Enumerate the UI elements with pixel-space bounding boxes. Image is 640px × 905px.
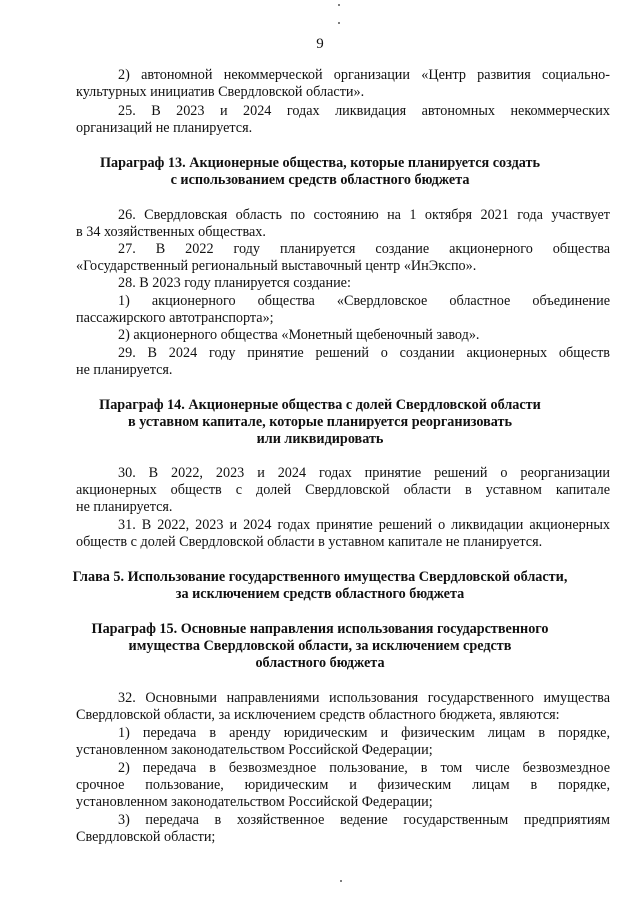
paragraph-line: акционерных обществ с долей Свердловской области в уставном капитале	[76, 482, 610, 498]
paragraph-line: 1) акционерного общества «Свердловское областное объединение	[118, 293, 610, 309]
paragraph-line: 32. Основными направлениями использования государственного имущества	[118, 690, 610, 706]
paragraph-line: 2) передача в безвозмездное пользование, в том числе безвозмездное	[118, 760, 610, 776]
section-heading: областного бюджета	[255, 655, 385, 671]
paragraph-line: организаций не планируется.	[76, 120, 253, 136]
section-heading: Параграф 15. Основные направления использования государственного	[91, 621, 549, 637]
paragraph-line: 30. В 2022, 2023 и 2024 годах принятие решений о реорганизации	[118, 465, 610, 481]
paragraph-line: Свердловской области, за исключением средств областного бюджета, являются:	[76, 707, 560, 723]
paragraph-line: обществ с долей Свердловской области в уставном капитале не планируется.	[76, 534, 543, 550]
paragraph-line: установленном законодательством Российской Федерации;	[76, 742, 433, 758]
scan-speck	[340, 880, 342, 882]
paragraph-line: в 34 хозяйственных обществах.	[76, 224, 266, 240]
section-heading: или ликвидировать	[256, 431, 384, 447]
chapter-heading: за исключением средств областного бюджета	[175, 586, 465, 602]
section-heading: в уставном капитале, которые планируется реорганизовать	[128, 414, 512, 430]
scan-speck	[338, 22, 340, 24]
chapter-heading: Глава 5. Использование государственного имущества Свердловской области,	[72, 569, 568, 585]
paragraph-line: срочное пользование, юридическим и физическим лицам в порядке,	[76, 777, 610, 793]
page-number: 9	[316, 36, 324, 52]
paragraph-line: установленном законодательством Российской Федерации;	[76, 794, 433, 810]
paragraph-line: 2) акционерного общества «Монетный щебеночный завод».	[118, 327, 480, 343]
paragraph-line: 1) передача в аренду юридическим и физическим лицам в порядке,	[118, 725, 610, 741]
section-heading: имущества Свердловской области, за исключением средств	[128, 638, 512, 654]
paragraph-line: культурных инициатив Свердловской области».	[76, 84, 365, 100]
paragraph-line: 27. В 2022 году планируется создание акционерного общества	[118, 241, 610, 257]
paragraph-line: 26. Свердловская область по состоянию на 1 октября 2021 года участвует	[118, 207, 610, 223]
section-heading: с использованием средств областного бюджета	[170, 172, 470, 188]
paragraph-line: 25. В 2023 и 2024 годах ликвидация автономных некоммерческих	[118, 103, 610, 119]
section-heading: Параграф 14. Акционерные общества с долей Свердловской области	[99, 397, 541, 413]
paragraph-line: 2) автономной некоммерческой организации «Центр развития социально-	[118, 67, 610, 83]
paragraph-line: Свердловской области;	[76, 829, 216, 845]
paragraph-line: 3) передача в хозяйственное ведение государственным предприятиям	[118, 812, 610, 828]
scan-speck	[338, 4, 340, 6]
paragraph-line: 29. В 2024 году принятие решений о создании акционерных обществ	[118, 345, 610, 361]
section-heading: Параграф 13. Акционерные общества, которые планируется создать	[100, 155, 540, 171]
paragraph-line: пассажирского автотранспорта»;	[76, 310, 274, 326]
paragraph-line: «Государственный региональный выставочный центр «ИнЭкспо».	[76, 258, 477, 274]
paragraph-line: 31. В 2022, 2023 и 2024 годах принятие решений о ликвидации акционерных	[118, 517, 610, 533]
paragraph-line: 28. В 2023 году планируется создание:	[118, 275, 351, 291]
paragraph-line: не планируется.	[76, 499, 173, 515]
paragraph-line: не планируется.	[76, 362, 173, 378]
